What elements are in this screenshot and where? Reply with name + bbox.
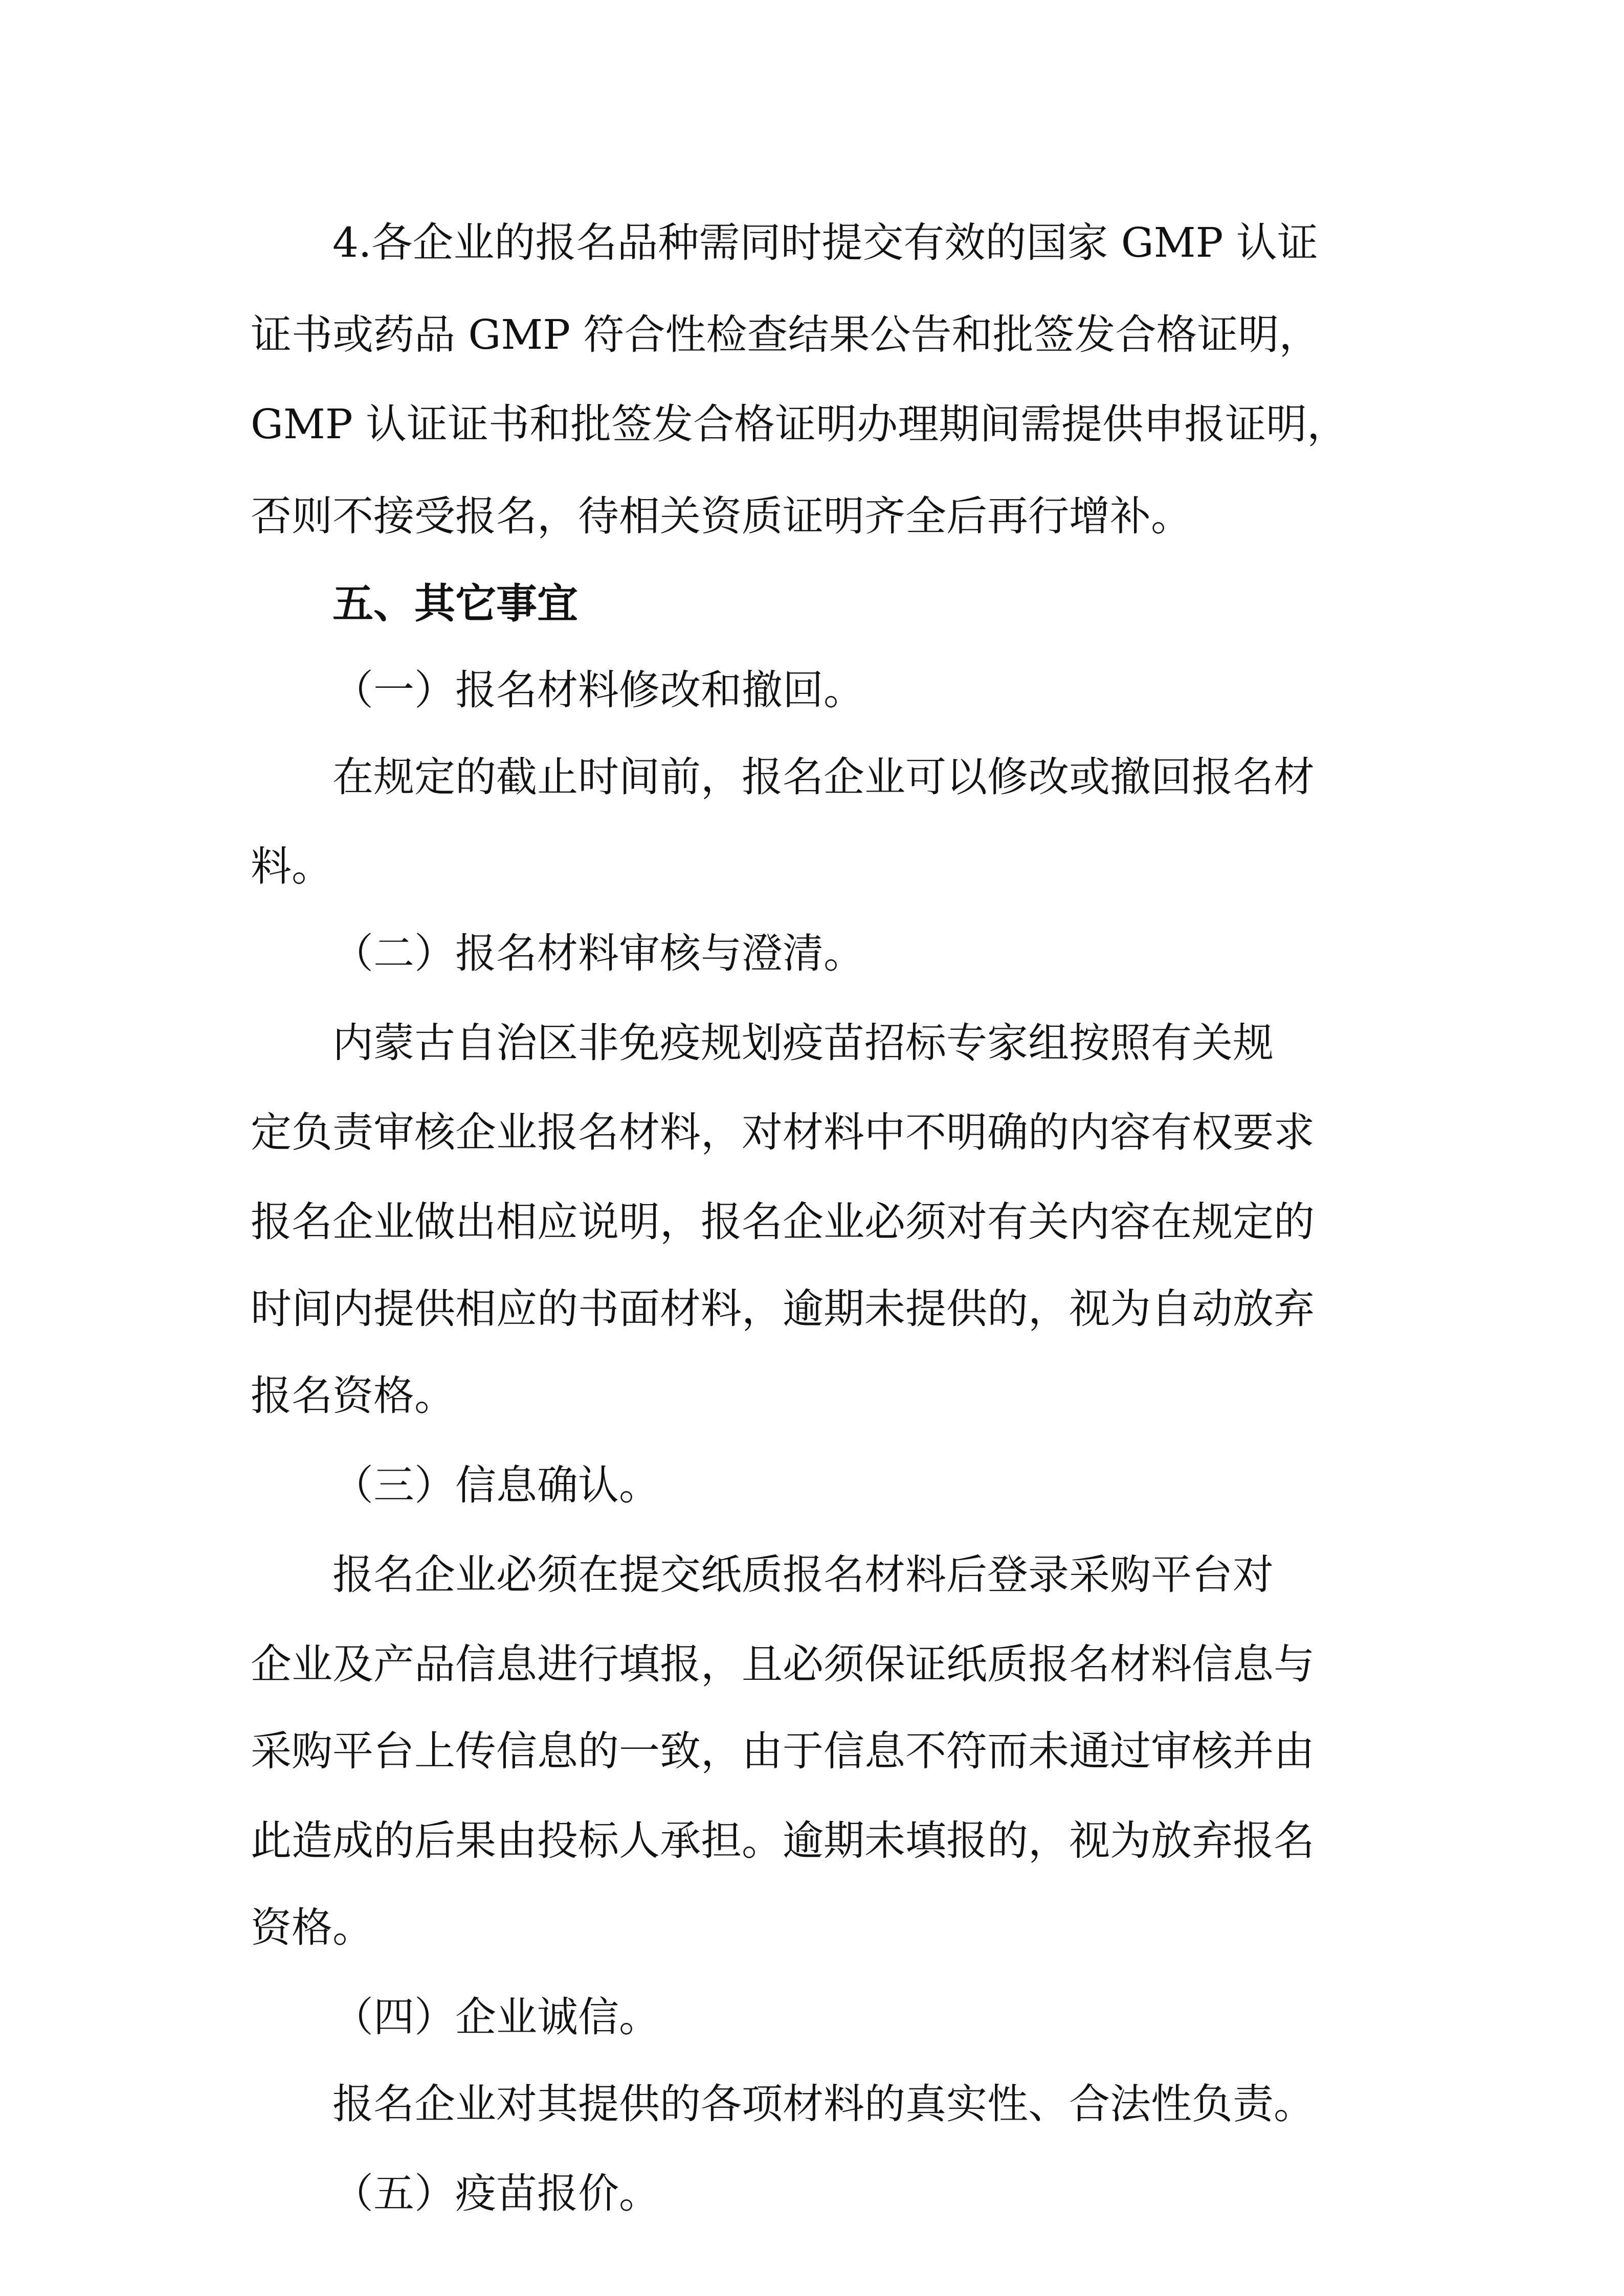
- paragraph-line: 料。: [251, 843, 332, 890]
- paragraph-line: 报名资格。: [251, 1372, 455, 1420]
- paragraph-line: 企业及产品信息进行填报，且必须保证纸质报名材料信息与: [251, 1640, 1315, 1688]
- paragraph-line: 证书或药品 GMP 符合性检查结果公告和批签发合格证明，: [251, 311, 1320, 358]
- paragraph-line: 定负责审核企业报名材料，对材料中不明确的内容有权要求: [251, 1109, 1315, 1156]
- subsection-heading: （五）疫苗报价。: [332, 2170, 660, 2217]
- paragraph-line: 内蒙古自治区非免疫规划疫苗招标专家组按照有关规: [332, 1019, 1274, 1067]
- paragraph-line: GMP 认证证书和批签发合格证明办理期间需提供申报证明，: [251, 400, 1348, 448]
- section-heading: 五、其它事宜: [332, 579, 578, 627]
- paragraph-line: 采购平台上传信息的一致，由于信息不符而未通过审核并由: [251, 1727, 1315, 1775]
- paragraph-line: 否则不接受报名，待相关资质证明齐全后再行增补。: [251, 492, 1192, 540]
- subsection-heading: （一）报名材料修改和撤回。: [332, 666, 864, 714]
- paragraph-line: 报名企业对其提供的各项材料的真实性、合法性负责。: [332, 2080, 1315, 2128]
- subsection-heading: （二）报名材料审核与澄清。: [332, 930, 864, 977]
- paragraph-line: 时间内提供相应的书面材料，逾期未提供的，视为自动放弃: [251, 1285, 1315, 1333]
- paragraph-line: 在规定的截止时间前，报名企业可以修改或撤回报名材: [332, 753, 1315, 801]
- paragraph-line: 4.各企业的报名品种需同时提交有效的国家 GMP 认证: [332, 219, 1318, 266]
- paragraph-line: 报名企业必须在提交纸质报名材料后登录采购平台对: [332, 1551, 1274, 1599]
- paragraph-line: 报名企业做出相应说明，报名企业必须对有关内容在规定的: [251, 1198, 1315, 1246]
- paragraph-line: 资格。: [251, 1904, 373, 1951]
- subsection-heading: （三）信息确认。: [332, 1461, 660, 1509]
- paragraph-line: 此造成的后果由投标人承担。逾期未填报的，视为放弃报名: [251, 1817, 1315, 1864]
- subsection-heading: （四）企业诚信。: [332, 1993, 660, 2041]
